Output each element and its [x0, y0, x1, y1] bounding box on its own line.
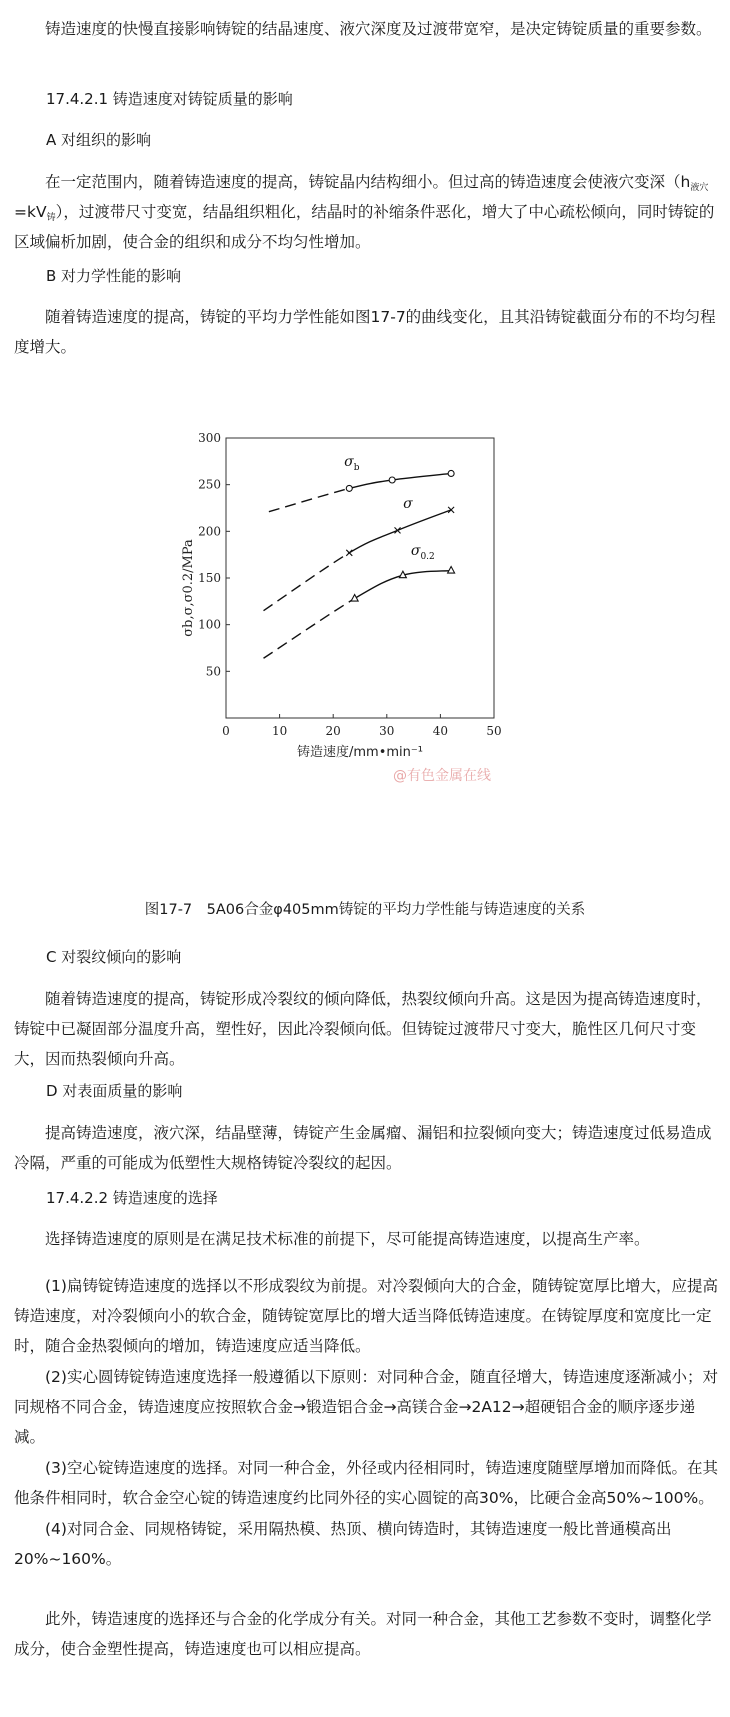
series-label-subscript: 0.2 [420, 552, 435, 563]
y-tick-label: 150 [198, 571, 221, 585]
x-axis-label: 铸造速度/mm•min⁻¹ [297, 745, 423, 760]
paragraph-c: 随着铸造速度的提高，铸锭形成冷裂纹的倾向降低，热裂纹倾向升高。这是因为提高铸造速度时，铸锭中已凝固部分温度升高，塑性好，因此冷裂倾向低。但铸锭过渡带尺寸变大，脆性区几何尺寸变大，因而热裂倾向升高。 [14, 990, 712, 1068]
data-point-x [448, 507, 454, 513]
data-point-x [346, 550, 352, 556]
selection-item-2: (2)实心圆铸锭铸造速度选择一般遵循以下原则：对同种合金，随直径增大，铸造速度逐渐减小；对同规格不同合金，铸造速度应按照软合金→锻造铝合金→高镁合金→2A12→超硬铝合金的顺序逐步递减。 [14, 1368, 718, 1446]
data-point-circle [346, 485, 352, 491]
subscript-casting: 铸 [46, 213, 56, 223]
x-tick-label: 20 [325, 724, 341, 738]
paragraph-d: 提高铸造速度，液穴深，结晶壁薄，铸锭产生金属瘤、漏铝和拉裂倾向变大；铸造速度过低易造成冷隔，严重的可能成为低塑性大规格铸锭冷裂纹的起因。 [14, 1124, 712, 1172]
subheading-d: D 对表面质量的影响 [46, 1082, 183, 1100]
plot-frame [226, 438, 494, 718]
data-point-circle [389, 477, 395, 483]
y-tick-label: 100 [198, 617, 221, 632]
data-point-circle [448, 470, 454, 476]
intro-paragraph: 铸造速度的快慢直接影响铸锭的结晶速度、液穴深度及过渡带宽窄，是决定铸锭质量的重要参数。 [45, 20, 712, 38]
section-heading-17-4-2-2: 17.4.2.2 铸造速度的选择 [46, 1189, 218, 1207]
x-tick-label: 0 [222, 724, 230, 738]
series-line-dashed [264, 599, 355, 659]
paragraph-b: 随着铸造速度的提高，铸锭的平均力学性能如图17-7的曲线变化，且其沿铸锭截面分布的不均匀程度增大。 [14, 308, 716, 356]
paragraph-a-text-2: =kV [14, 203, 47, 221]
paragraph-a-text-3: ），过渡带尺寸变宽，结晶组织粗化，结晶时的补缩条件恶化，增大了中心疏松倾向，同时铸锭的区域偏析加剧，使合金的组织和成分不均匀性增加。 [14, 203, 715, 251]
y-tick-label: 50 [205, 664, 221, 679]
x-tick-label: 30 [379, 724, 395, 738]
y-axis-label: σb,σ,σ0.2/MPa [181, 539, 196, 637]
subscript-liquid-pool: 液穴 [690, 183, 709, 193]
chart-ticks [198, 431, 502, 738]
subheading-b: B 对力学性能的影响 [46, 267, 182, 285]
subheading-c: C 对裂纹倾向的影响 [46, 948, 182, 966]
series-line-solid [349, 473, 451, 488]
selection-principle: 选择铸造速度的原则是在满足技术标准的前提下，尽可能提高铸造速度，以提高生产率。 [45, 1230, 650, 1248]
closing-paragraph: 此外，铸造速度的选择还与合金的化学成分有关。对同一种合金，其他工艺参数不变时，调整化学成分，使合金塑性提高，铸造速度也可以相应提高。 [14, 1610, 712, 1658]
data-point-x [395, 527, 401, 533]
y-tick-label: 250 [198, 477, 221, 492]
series-label: σ [403, 495, 413, 512]
selection-item-1: (1)扁铸锭铸造速度的选择以不形成裂纹为前提。对冷裂倾向大的合金，随铸锭宽厚比增大，应提高铸造速度，对冷裂倾向小的软合金，随铸锭宽厚比的增大适当降低铸造速度。在铸锭厚度和宽度比一定时，随合金热裂倾向的增加，铸造速度应适当降低。 [14, 1277, 718, 1355]
series-label: $\sigma_b$ [344, 454, 360, 473]
selection-item-4: (4)对同合金、同规格铸锭，采用隔热模、热顶、横向铸造时，其铸造速度一般比普通模高出20%~160%。 [14, 1520, 672, 1568]
x-tick-label: 50 [486, 724, 502, 738]
y-tick-label: 200 [198, 524, 221, 539]
section-heading-17-4-2-1: 17.4.2.1 铸造速度对铸锭质量的影响 [46, 90, 293, 108]
chart-series [264, 470, 455, 658]
selection-item-3: (3)空心锭铸造速度的选择。对同一种合金，外径或内径相同时，铸造速度随壁厚增加而降低。在其他条件相同时，软合金空心锭的铸造速度约比同外径的实心圆锭的高30%，比硬合金高50%~100%。 [14, 1459, 718, 1507]
subheading-a: A 对组织的影响 [46, 131, 152, 149]
paragraph-a-text-1: 在一定范围内，随着铸造速度的提高，铸锭晶内结构细小。但过高的铸造速度会使液穴变深（h [45, 173, 691, 191]
mechanical-properties-chart [180, 418, 540, 790]
x-tick-label: 10 [271, 724, 288, 738]
chart-axes [226, 438, 494, 718]
watermark-text: @有色金属在线 [393, 768, 491, 784]
y-tick-label: 300 [198, 431, 221, 445]
series-line-dashed [264, 553, 350, 611]
figure-caption: 图17-7 5A06合金φ405mm铸锭的平均力学性能与铸造速度的关系 [144, 901, 586, 918]
data-point-triangle [448, 567, 455, 574]
x-tick-label: 40 [432, 724, 449, 738]
series-line-dashed [269, 488, 349, 511]
paragraph-a [14, 167, 720, 257]
series-line-solid [349, 510, 451, 553]
series-label-subscript: b [353, 463, 360, 473]
series-label: $\sigma_{0.2}$ [410, 543, 435, 563]
